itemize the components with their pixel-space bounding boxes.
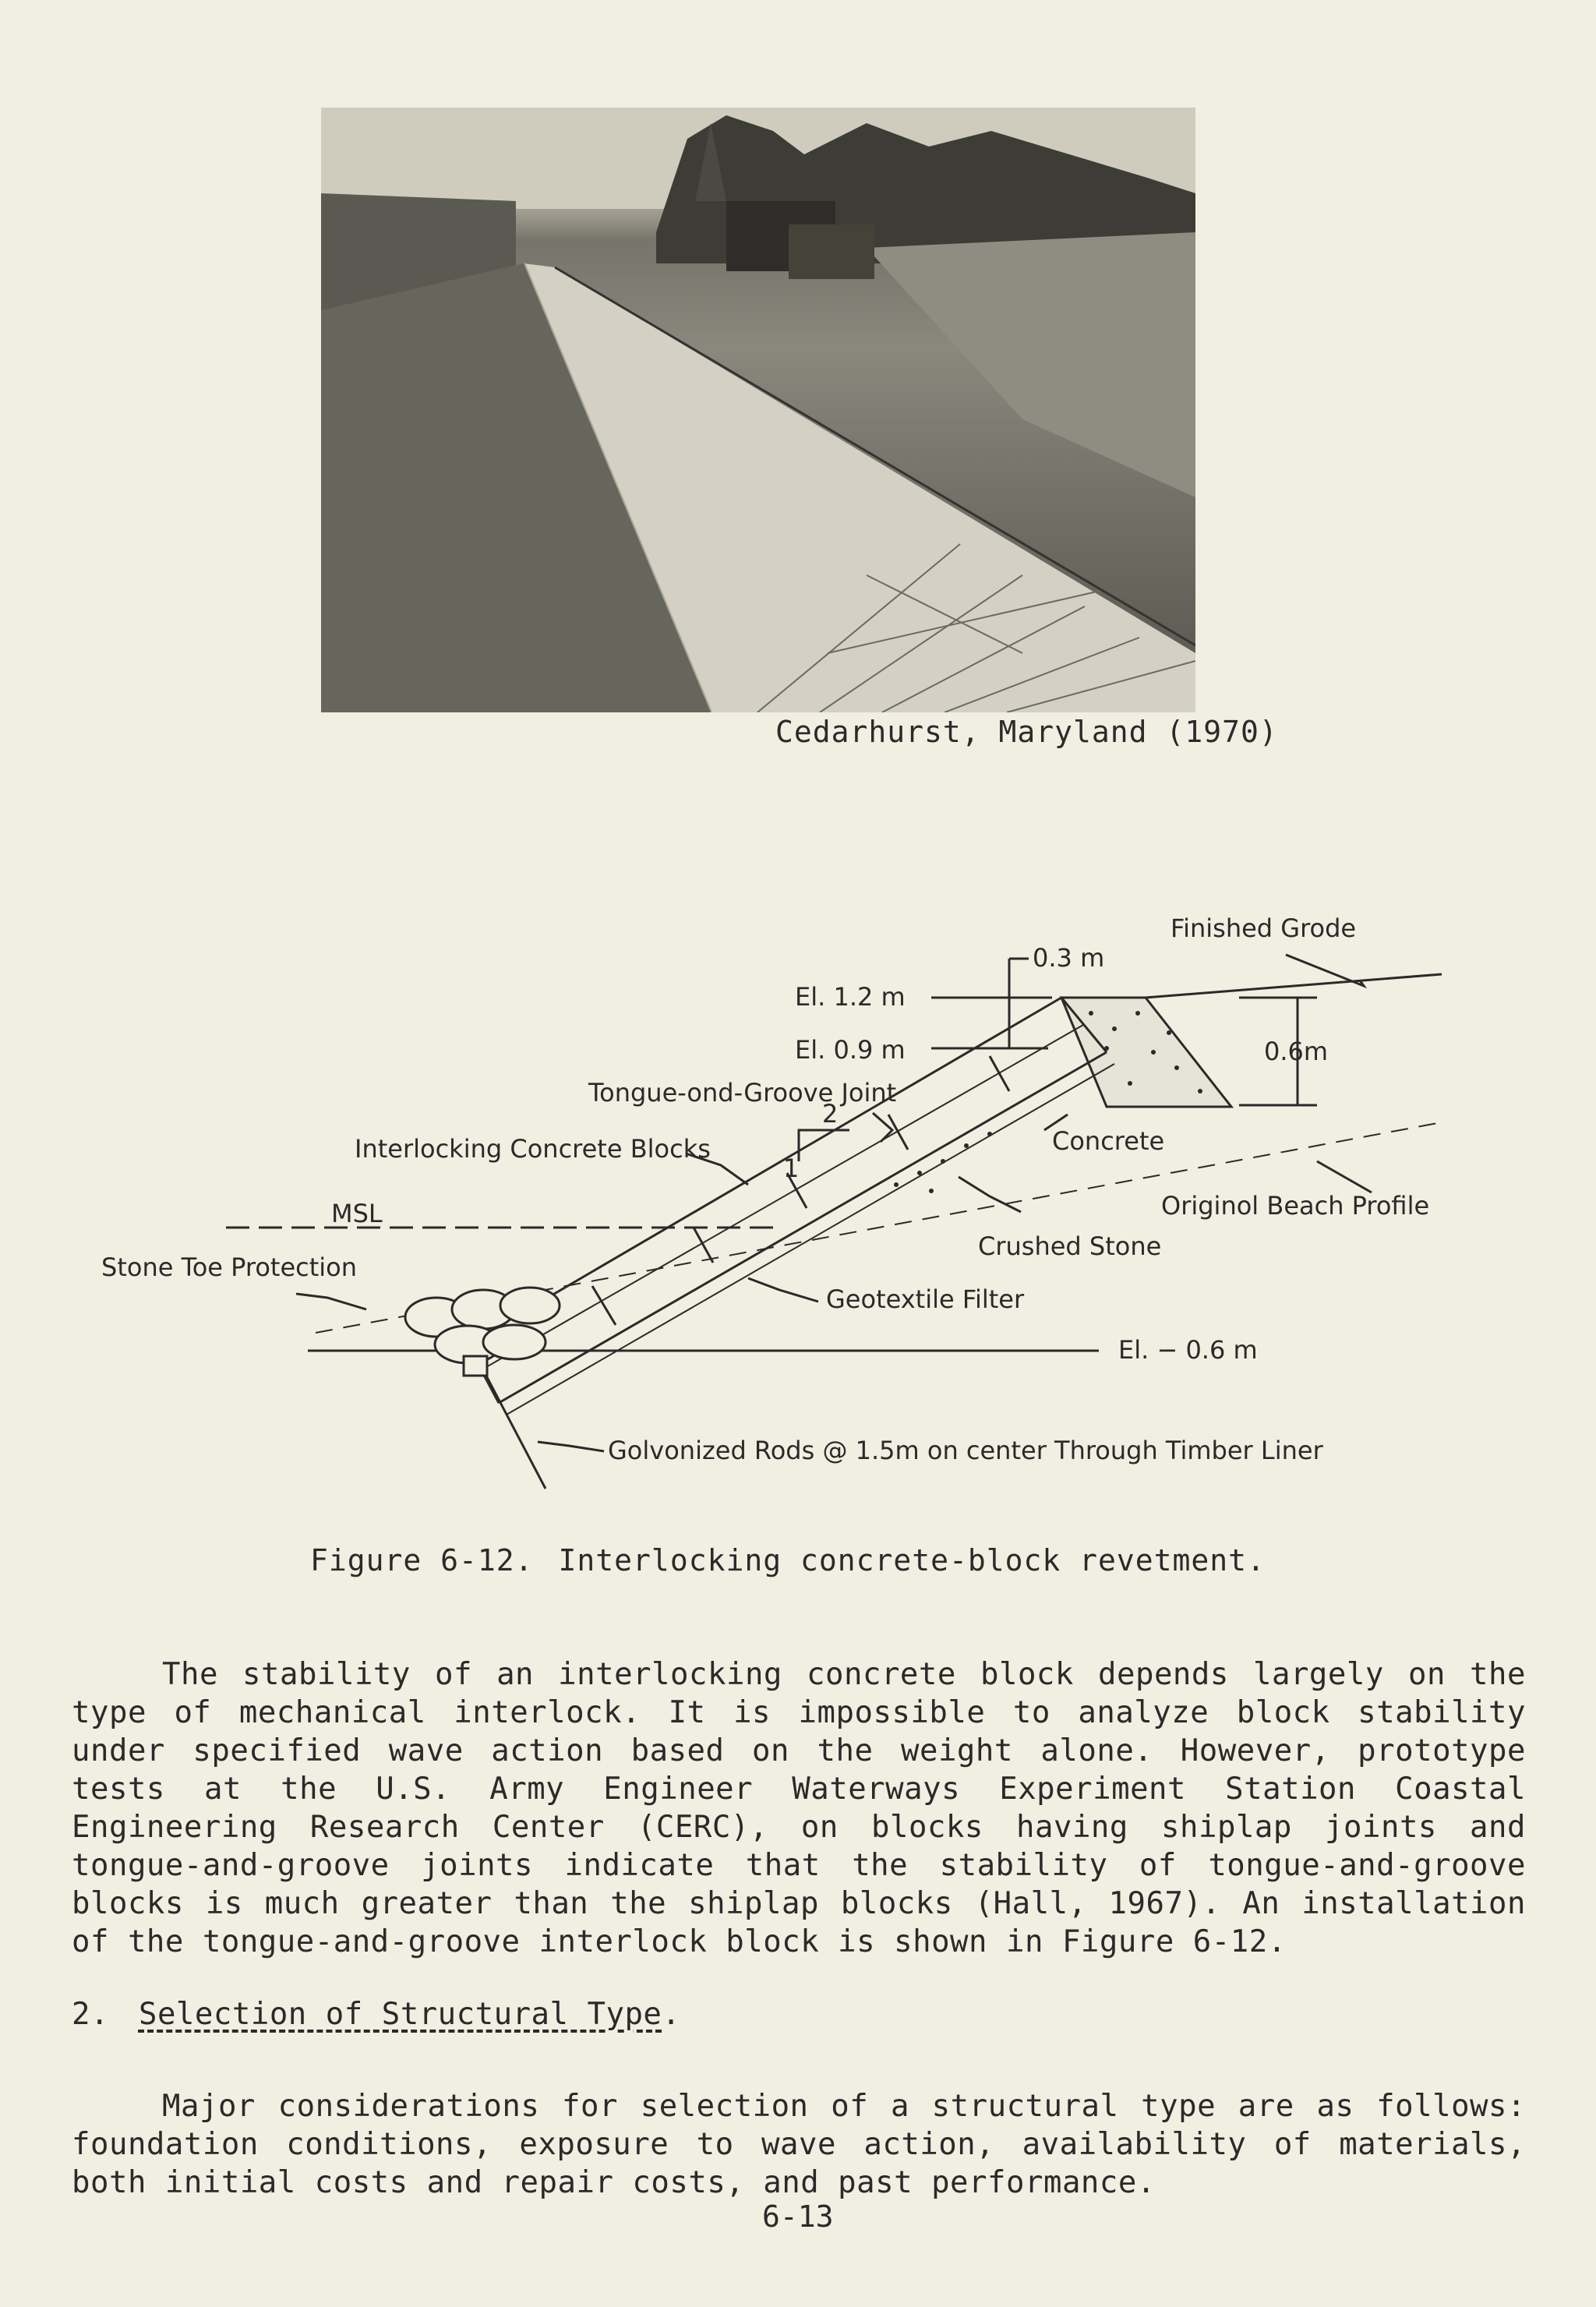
body-paragraph-1: The stability of an interlocking concrete block depends largely on the type of mechanical interlock. It is impossible to analyze block stability under specified wave action based on the weight alone. However, prototype tests at the U.S. Army Engineer Waterways Experiment Station Coastal Engineering Research Center (CERC), on blocks having shiplap joints and tongue-and-groove joints indicate that the stability of tongue-and-groove blocks is much greater than the shiplap blocks (Hall, 1967). An installation of the tongue-and-groove interlock block is shown in Figure 6-12. [72, 1657, 1526, 1959]
label-dim-0.3m: 0.3 m [1033, 943, 1105, 973]
section-title: Selection of Structural Type [138, 1997, 662, 2032]
revetment-cross-section-diagram [0, 896, 1596, 1504]
photo-caption: Cedarhurst, Maryland (1970) [775, 715, 1278, 749]
figure-label: Figure 6-12. [310, 1543, 534, 1577]
section-heading: 2. Selection of Structural Type. [72, 1997, 681, 2032]
figure-caption [310, 1543, 1266, 1577]
label-el-0.9: El. 0.9 m [795, 1035, 906, 1065]
figure-title: Interlocking concrete-block revetment. [558, 1543, 1266, 1577]
label-stone-toe-protection: Stone Toe Protection [101, 1252, 358, 1282]
label-crushed-stone: Crushed Stone [978, 1231, 1162, 1261]
label-geotextile-filter: Geotextile Filter [826, 1284, 1025, 1314]
label-msl: MSL [331, 1199, 383, 1228]
label-interlocking-blocks: Interlocking Concrete Blocks [355, 1134, 711, 1164]
label-galvanized-rods: Golvonized Rods @ 1.5m on center Through Timber Liner [608, 1436, 1323, 1465]
label-original-beach-profile: Originol Beach Profile [1161, 1191, 1430, 1221]
label-el-1.2: El. 1.2 m [795, 982, 906, 1012]
body-paragraph-2: Major considerations for selection of a structural type are as follows: foundation conditions, exposure to wave action, availability of materials, both initial costs and repair costs, and past performance. [72, 2089, 1526, 2200]
label-el-neg-0.6: El. − 0.6 m [1118, 1335, 1258, 1365]
revetment-photo [321, 108, 1195, 712]
label-finished-grade: Finished Grode [1171, 913, 1357, 943]
label-dim-0.6m: 0.6m [1264, 1037, 1329, 1066]
label-tongue-groove-joint: Tongue-ond-Groove Joint [588, 1078, 897, 1108]
page-number: 6-13 [762, 2199, 834, 2234]
label-slope-rise: 1 [783, 1154, 800, 1183]
section-number: 2. [72, 1997, 109, 2032]
label-slope-run: 2 [822, 1099, 839, 1129]
label-concrete: Concrete [1052, 1126, 1165, 1156]
